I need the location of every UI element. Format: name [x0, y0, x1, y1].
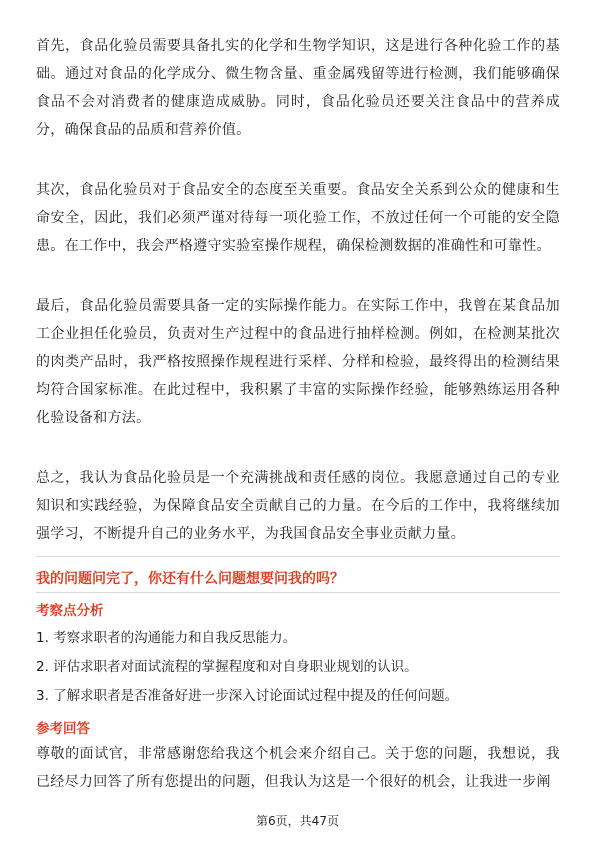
analysis-item: 2. 评估求职者对面试流程的掌握程度和对自身职业规划的认识。 [36, 659, 418, 675]
analysis-heading: 考察点分析 [36, 603, 104, 619]
section-divider-bottom [36, 592, 560, 593]
section-divider-top [36, 556, 560, 557]
question-title: 我的问题问完了，你还有什么问题想要问我的吗？ [36, 571, 344, 587]
answer-heading: 参考回答 [36, 721, 90, 737]
page-number: 第6页，共47页 [256, 814, 339, 828]
body-paragraph: 首先，食品化验员需要具备扎实的化学和生物学知识，这是进行各种化验工作的基础。通过对食品的化学成分、微生物含量、重金属残留等进行检测，我们能够确保食品不会对消费者的健康造成威胁。同时，食品化验员还要关注食品中的营养成分，确保食品的品质和营养价值。 [36, 38, 560, 138]
body-paragraph: 其次，食品化验员对于食品安全的态度至关重要。食品安全关系到公众的健康和生命安全，因此，我们必须严谨对待每一项化验工作，不放过任何一个可能的安全隐患。在工作中，我会严格遵守实验室操作规程，确保检测数据的准确性和可靠性。 [36, 182, 560, 254]
body-paragraph: 总之，我认为食品化验员是一个充满挑战和责任感的岗位。我愿意通过自己的专业知识和实践经验，为保障食品安全贡献自己的力量。在今后的工作中，我将继续加强学习，不断提升自己的业务水平，为我国食品安全事业贡献力量。 [36, 470, 560, 542]
body-paragraph: 最后，食品化验员需要具备一定的实际操作能力。在实际工作中，我曾在某食品加工企业担任化验员，负责对生产过程中的食品进行抽样检测。例如，在检测某批次的肉类产品时，我严格按照操作规程进行采样、分样和检验，最终得出的检测结果均符合国家标准。在此过程中，我积累了丰富的实际操作经验，能够熟练运用各种化验设备和方法。 [36, 298, 560, 426]
analysis-item: 1. 考察求职者的沟通能力和自我反思能力。 [36, 630, 297, 646]
answer-text: 尊敬的面试官，非常感谢您给我这个机会来介绍自己。关于您的问题，我想说，我已经尽力回答了所有您提出的问题，但我认为这是一个很好的机会，让我进一步阐 [36, 746, 560, 790]
analysis-item: 3. 了解求职者是否准备好进一步深入讨论面试过程中提及的任何问题。 [36, 688, 459, 704]
